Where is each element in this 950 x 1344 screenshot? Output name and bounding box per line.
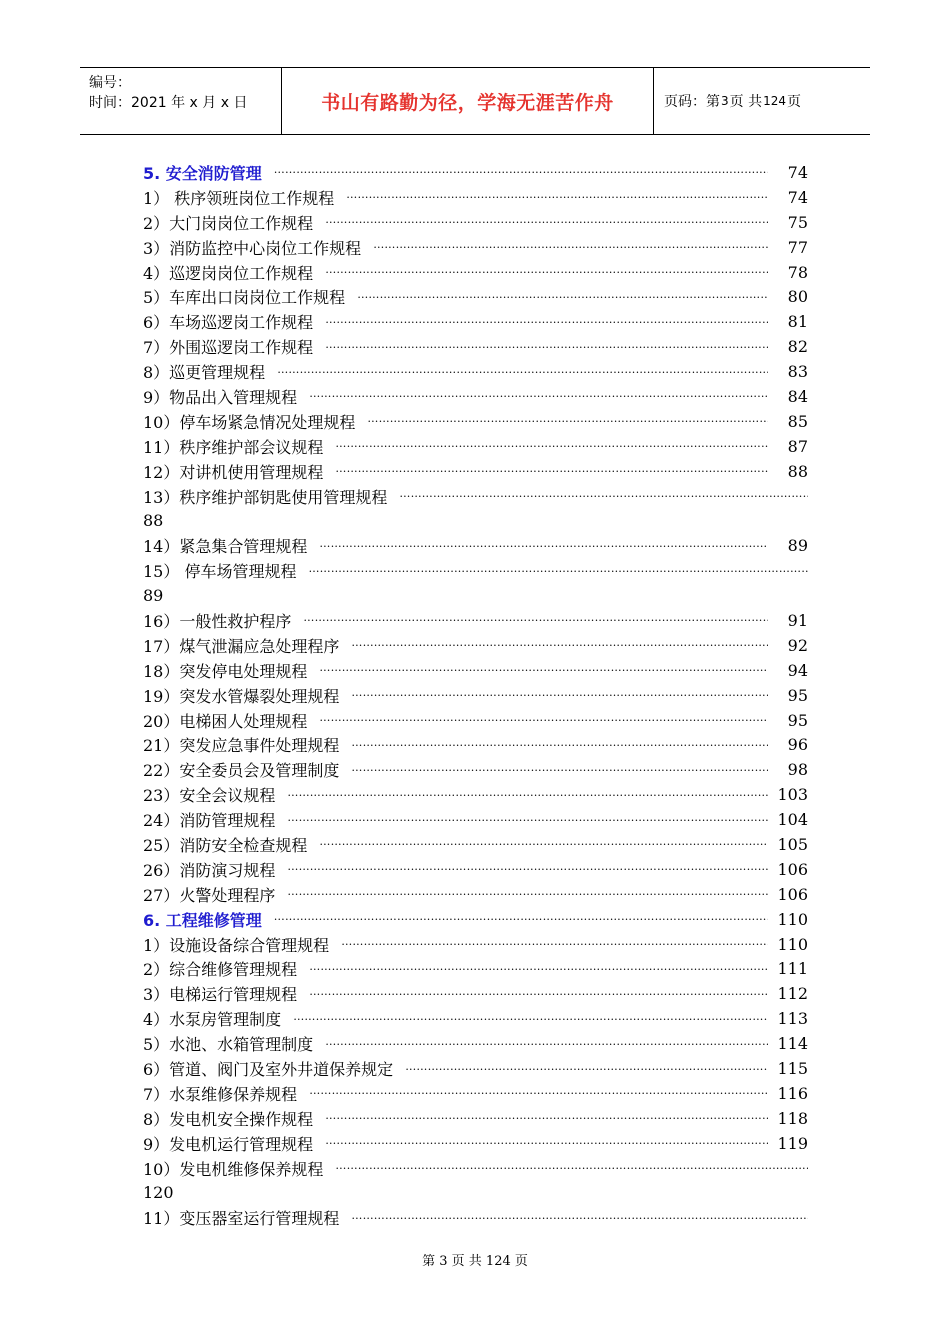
header-page-info	[654, 68, 870, 134]
toc-entry-title: 15） 停车场管理规程	[143, 562, 297, 582]
toc-entry	[143, 857, 808, 882]
toc-entry	[143, 882, 808, 907]
toc-entry	[143, 683, 808, 708]
toc-dot-leader	[351, 762, 768, 778]
toc-entry-page: 91	[787, 610, 808, 630]
toc-entry-page: 85	[787, 411, 808, 431]
toc-dot-leader	[325, 1036, 768, 1052]
toc-entry	[143, 359, 808, 384]
toc-entry-page: 106	[777, 859, 808, 879]
toc-entry-title: 12）对讲机使用管理规程	[143, 462, 324, 482]
toc-entry	[143, 583, 808, 608]
header-meta	[80, 68, 282, 134]
toc-entry-page: 103	[777, 785, 808, 805]
toc-entry	[143, 658, 808, 683]
toc-entry-page: 92	[787, 635, 808, 655]
toc-dot-leader	[335, 438, 768, 454]
toc-entry	[143, 932, 808, 957]
toc-entry	[143, 1031, 808, 1056]
toc-entry-page: 94	[787, 660, 808, 680]
toc-entry	[143, 981, 808, 1006]
toc-dot-leader	[351, 637, 768, 653]
toc-entry-page: 116	[777, 1083, 808, 1103]
toc-entry	[143, 260, 808, 285]
toc-entry	[143, 757, 808, 782]
toc-entry-title: 9）物品出入管理规程	[143, 387, 298, 407]
toc-dot-leader	[325, 214, 768, 230]
toc-entry	[143, 334, 808, 359]
toc-entry	[143, 633, 808, 658]
toc-entry-page: 112	[777, 984, 808, 1004]
toc-entry-title: 27）火警处理程序	[143, 885, 276, 905]
toc-dot-leader	[351, 1210, 808, 1226]
toc-entry-page: 115	[777, 1059, 808, 1078]
toc-entry	[143, 185, 808, 210]
toc-entry-title: 7）外围巡逻岗工作规程	[143, 338, 314, 358]
toc-entry	[143, 434, 808, 459]
toc-entry	[143, 608, 808, 633]
toc-entry-title: 7）水泵维修保养规程	[143, 1084, 298, 1104]
toc-dot-leader	[319, 712, 768, 728]
toc-entry-title: 18）突发停电处理规程	[143, 661, 308, 681]
toc-entry-title: 11）变压器室运行管理规程	[143, 1209, 340, 1229]
toc-entry	[143, 210, 808, 235]
toc-entry-title: 11）秩序维护部会议规程	[143, 437, 324, 457]
toc-dot-leader	[335, 463, 768, 479]
toc-entry-page: 83	[787, 362, 808, 382]
toc-entry-title: 6. 工程维修管理	[143, 910, 262, 930]
toc-entry-title: 23）安全会议规程	[143, 786, 276, 806]
toc-section-heading	[143, 160, 808, 185]
header-motto: 书山有路勤为径，学海无涯苦作舟	[282, 68, 654, 134]
toc-dot-leader	[357, 289, 768, 305]
toc-entry-page: 104	[777, 810, 808, 830]
toc-entry	[143, 832, 808, 857]
toc-entry-page: 80	[787, 287, 808, 307]
toc-dot-leader	[309, 986, 768, 1002]
toc-entry-page: 78	[787, 262, 808, 282]
toc-dot-leader	[351, 737, 768, 753]
toc-dot-leader	[309, 1085, 768, 1101]
toc-section-heading	[143, 907, 808, 932]
toc-entry-title: 89	[143, 586, 164, 606]
toc-dot-leader	[346, 189, 768, 205]
toc-entry-page: 110	[777, 934, 808, 954]
toc-entry	[143, 284, 808, 309]
toc-entry	[143, 1081, 808, 1106]
toc-dot-leader	[325, 264, 768, 280]
toc-dot-leader	[287, 812, 768, 828]
toc-entry	[143, 508, 808, 533]
toc-entry-title: 5. 安全消防管理	[143, 163, 262, 183]
header-page-prefix: 页码：第	[664, 94, 720, 110]
toc-entry-page: 96	[787, 735, 808, 755]
toc-entry-title: 19）突发水管爆裂处理规程	[143, 686, 340, 706]
toc-entry	[143, 384, 808, 409]
toc-entry-title: 20）电梯困人处理规程	[143, 711, 308, 731]
toc-dot-leader	[303, 612, 768, 628]
toc-entry	[143, 708, 808, 733]
toc-entry-title: 8）发电机安全操作规程	[143, 1109, 314, 1129]
table-of-contents	[143, 160, 808, 1230]
header-page-suffix: 页	[787, 94, 801, 110]
toc-entry-title: 8）巡更管理规程	[143, 363, 266, 383]
toc-entry-title: 22）安全委员会及管理制度	[143, 761, 340, 781]
toc-entry-title: 25）消防安全检查规程	[143, 835, 308, 855]
toc-entry-page: 74	[787, 187, 808, 207]
page-footer: 第 3 页 共 124 页	[422, 1254, 528, 1269]
toc-entry	[143, 1006, 808, 1031]
toc-entry-page: 77	[787, 237, 808, 257]
toc-entry	[143, 782, 808, 807]
toc-entry-page: 88	[787, 461, 808, 481]
toc-entry-page: 84	[787, 386, 808, 406]
toc-entry	[143, 459, 808, 484]
toc-entry-title: 13）秩序维护部钥匙使用管理规程	[143, 487, 388, 507]
toc-entry-page: 113	[777, 1009, 808, 1029]
toc-entry-title: 4）水泵房管理制度	[143, 1010, 282, 1030]
toc-entry	[143, 1056, 808, 1081]
toc-entry	[143, 309, 808, 334]
toc-entry-title: 17）煤气泄漏应急处理程序	[143, 636, 340, 656]
toc-entry-title: 21）突发应急事件处理规程	[143, 736, 340, 756]
toc-dot-leader	[277, 364, 768, 380]
toc-entry	[143, 732, 808, 757]
toc-entry-page: 82	[787, 337, 808, 357]
header-page-mid: 页 共	[729, 94, 763, 110]
toc-entry-title: 6）车场巡逻岗工作规程	[143, 313, 314, 333]
toc-entry-page: 105	[777, 834, 808, 854]
toc-entry-title: 1）设施设备综合管理规程	[143, 935, 330, 955]
toc-entry-title: 1） 秩序领班岗位工作规程	[143, 188, 335, 208]
toc-entry-page: 98	[787, 760, 808, 780]
toc-entry-page: 95	[787, 710, 808, 730]
page-header	[80, 67, 870, 135]
toc-entry	[143, 807, 808, 832]
toc-entry-page: 87	[787, 436, 808, 456]
toc-entry-page: 110	[777, 909, 808, 929]
toc-dot-leader	[325, 1135, 768, 1151]
toc-dot-leader	[319, 836, 768, 852]
toc-dot-leader	[325, 339, 768, 355]
toc-entry	[143, 1106, 808, 1131]
toc-dot-leader	[308, 563, 808, 579]
toc-dot-leader	[287, 861, 768, 877]
toc-dot-leader	[293, 1011, 768, 1027]
toc-dot-leader	[309, 388, 768, 404]
toc-entry-page: 118	[777, 1108, 808, 1128]
toc-entry	[143, 533, 808, 558]
toc-entry-title: 2）综合维修管理规程	[143, 960, 298, 980]
toc-entry-page: 114	[777, 1034, 808, 1054]
toc-entry	[143, 409, 808, 434]
toc-entry	[143, 1156, 808, 1181]
toc-entry-title: 24）消防管理规程	[143, 811, 276, 831]
toc-entry-page: 89	[787, 536, 808, 556]
header-date: 时间：2021 年 x 月 x 日	[89, 95, 248, 111]
toc-entry-title: 2）大门岗岗位工作规程	[143, 213, 314, 233]
toc-entry-title: 6）管道、阀门及室外井道保养规定	[143, 1060, 394, 1079]
toc-entry-title: 88	[143, 511, 164, 531]
toc-dot-leader	[309, 961, 768, 977]
toc-dot-leader	[373, 239, 768, 255]
toc-entry	[143, 957, 808, 982]
toc-dot-leader	[367, 413, 768, 429]
toc-entry	[143, 1131, 808, 1156]
header-page-total: 124	[763, 94, 786, 108]
toc-entry-title: 4）巡逻岗岗位工作规程	[143, 263, 314, 283]
toc-entry-page: 95	[787, 685, 808, 705]
toc-dot-leader	[351, 687, 768, 703]
toc-dot-leader	[287, 886, 768, 902]
toc-entry	[143, 1181, 808, 1206]
toc-entry	[143, 484, 808, 509]
toc-entry-page: 119	[777, 1133, 808, 1153]
toc-dot-leader	[405, 1061, 768, 1077]
toc-entry-page: 75	[787, 212, 808, 232]
toc-entry-title: 10）停车场紧急情况处理规程	[143, 412, 356, 432]
toc-entry-page: 74	[787, 162, 808, 182]
toc-entry-page: 81	[787, 312, 808, 332]
toc-entry-page: 106	[777, 884, 808, 904]
toc-entry	[143, 235, 808, 260]
toc-dot-leader	[287, 787, 768, 803]
toc-dot-leader	[399, 488, 808, 504]
header-serial-label: 编号：	[89, 75, 131, 91]
toc-entry-title: 5）水池、水箱管理制度	[143, 1035, 314, 1055]
toc-dot-leader	[335, 1160, 808, 1176]
toc-entry	[143, 1205, 808, 1230]
toc-entry-title: 3）电梯运行管理规程	[143, 985, 298, 1005]
toc-entry-title: 9）发电机运行管理规程	[143, 1134, 314, 1154]
toc-dot-leader	[319, 662, 768, 678]
toc-entry-title: 10）发电机维修保养规程	[143, 1159, 324, 1179]
toc-entry-title: 120	[143, 1183, 174, 1203]
toc-dot-leader	[325, 314, 768, 330]
header-page-current: 3	[721, 94, 729, 108]
toc-entry-title: 3）消防监控中心岗位工作规程	[143, 238, 362, 258]
toc-dot-leader	[325, 1110, 768, 1126]
toc-entry-title: 5）车库出口岗岗位工作规程	[143, 288, 346, 308]
toc-entry-title: 26）消防演习规程	[143, 860, 276, 880]
toc-entry-title: 16）一般性救护程序	[143, 611, 292, 631]
toc-entry-page: 111	[777, 959, 808, 979]
toc-dot-leader	[341, 936, 768, 952]
toc-dot-leader	[274, 911, 768, 927]
toc-dot-leader	[319, 538, 768, 554]
toc-entry	[143, 558, 808, 583]
toc-dot-leader	[274, 164, 768, 180]
toc-entry-title: 14）紧急集合管理规程	[143, 537, 308, 557]
